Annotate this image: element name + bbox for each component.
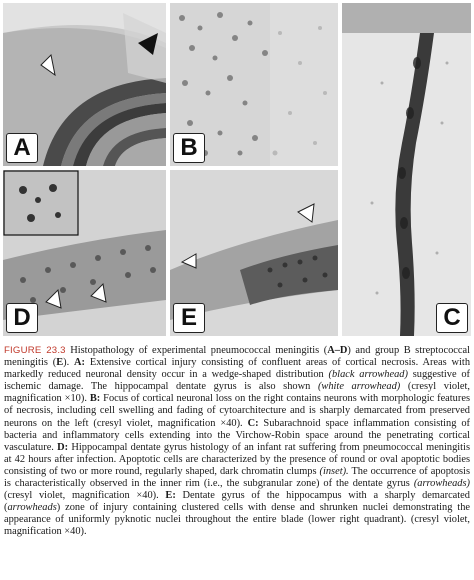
caption-e-label: E: — [165, 490, 176, 502]
micrograph-c-image — [342, 3, 471, 336]
caption-c-text: Subarachnoid space inflammation consisting of bacteria and inflammatory cells extending into the Virchow-Robin space around the penetrating cortical vasculature. — [4, 417, 470, 453]
panel-a-label: A — [6, 133, 38, 163]
caption-d-italic2: (arrowheads) — [413, 478, 470, 490]
figure-label: FIGURE 23.3 — [4, 345, 66, 356]
caption-d-text1: Hippocampal dentate gyrus histology of an infant rat suffering from pneumococcal meningitis at 42 hours after infection. Apoptotic cells are characterized by the presence of round or oval apoptotic bodies consisting of two or more round, regularly shaped, dark chromatin clumps — [4, 441, 470, 477]
caption-e-text2: ) zone of injury containing clustered cells with dense and shrunken nuclei demonstrating the appearance of uniformly pyknotic nuclei throughout the entire blade (lower right quadrant). (cresyl violet, magnification ×40). — [4, 502, 470, 538]
caption-title-bold-a-d: A–D — [327, 345, 348, 356]
caption-b-text: Focus of cortical neuronal loss on the right contains neurons with morphologic features of necrosis, including cell swelling and fading of cytoarchitecture and is sharply demarcated from preserved neurons on the left (cresyl violet, magnification ×40). — [4, 393, 470, 429]
panel-c-subarachnoid-micrograph — [342, 3, 471, 336]
panel-b-label: B — [173, 133, 205, 163]
caption-title-start: Histopathology of experimental pneumococcal meningitis ( — [70, 345, 328, 356]
panel-d-label: D — [6, 303, 38, 333]
caption-a-text1: Extensive cortical injury consisting of confluent areas of cortical necrosis. Areas with markedly reduced neuronal density occur in a wedge-shaped distribution — [4, 357, 470, 381]
panel-b-neuronal-loss-micrograph — [170, 3, 338, 166]
panel-c-label: C — [436, 303, 468, 333]
caption-d-text2: The occurrence of apoptosis is characteristically observed in the inner rim (i.e., the subgranular zone) of the dentate gyrus — [4, 465, 470, 490]
panel-e-dentate-gyrus-injury-micrograph — [170, 170, 338, 336]
figure-caption — [4, 345, 470, 577]
caption-b-label: B: — [89, 393, 101, 405]
caption-a-italic1: (black arrowhead) — [328, 369, 408, 381]
caption-a-italic2: (white arrowhead) — [317, 381, 401, 393]
panel-e-label: E — [173, 303, 205, 333]
panel-d-dentate-gyrus-micrograph — [3, 170, 166, 336]
caption-a-text2: suggestive of ischemic damage. The hippocampal dentate gyrus is also shown — [4, 369, 470, 393]
panel-a-cortex-micrograph — [3, 3, 166, 166]
caption-title-mid: ) and group B streptococcal meningitis ( — [4, 345, 470, 369]
caption-title-end: ). — [63, 357, 75, 369]
inset-box — [4, 171, 78, 235]
caption-e-italic1: arrowheads — [7, 502, 57, 514]
caption-e-text1: Dentate gyrus of the hippocampus with a sharply demarcated ( — [4, 490, 470, 514]
caption-d-text3: (cresyl violet, magnification ×40). — [4, 490, 166, 502]
caption-a-label: A: — [74, 357, 85, 369]
caption-d-label: D: — [57, 441, 69, 453]
caption-c-label: C: — [247, 417, 259, 429]
caption-title-bold-e: E — [56, 357, 64, 369]
caption-a-text3: (cresyl violet, magnification ×10). — [4, 381, 470, 405]
caption-d-italic1: (inset). — [319, 465, 349, 477]
